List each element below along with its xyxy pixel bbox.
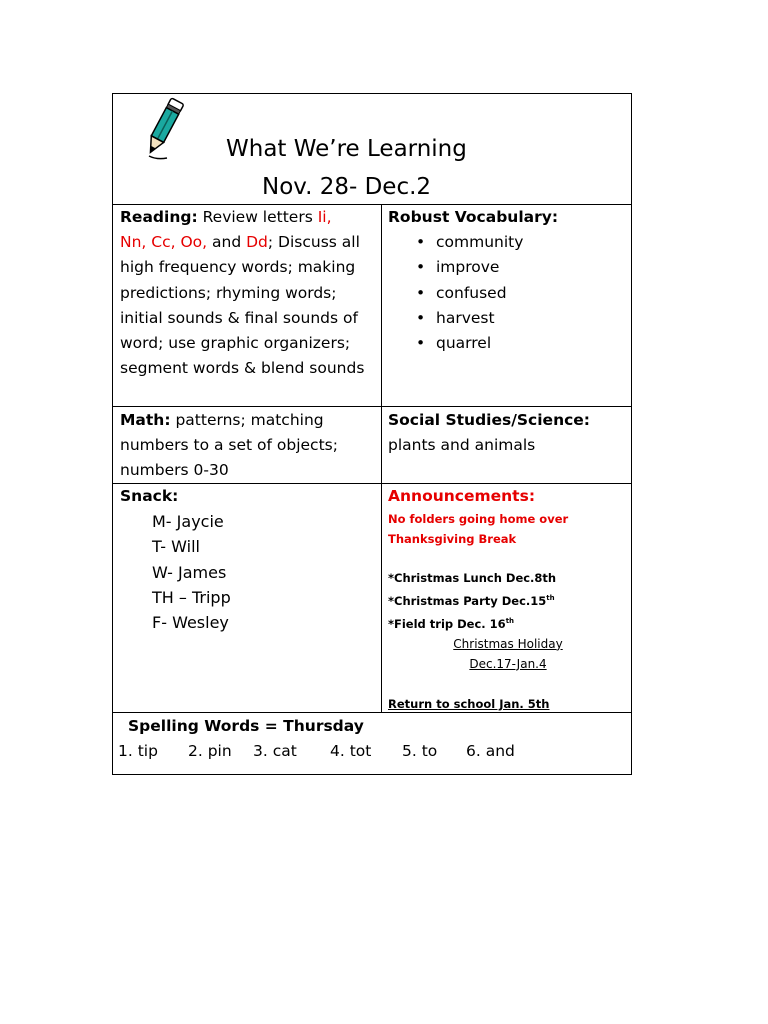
vocabulary-list: [388, 230, 628, 356]
vocabulary-word: quarrel: [436, 334, 492, 353]
date-range: Nov. 28- Dec.2: [262, 174, 432, 200]
bullet-icon: •: [416, 258, 426, 277]
ordinal-suffix: th: [505, 616, 515, 625]
snack-label: Snack:: [120, 487, 179, 505]
spelling-words: [118, 739, 623, 764]
spelling-word: 5. to: [402, 742, 438, 761]
reading-letters-1: Ii,: [317, 208, 332, 226]
bullet-icon: •: [416, 283, 426, 302]
spelling-word: 3. cat: [253, 742, 297, 761]
reading-section: [120, 205, 382, 381]
vocabulary-label: Robust Vocabulary:: [388, 208, 559, 226]
return-date: Return to school Jan. 5th: [388, 696, 550, 711]
pencil-icon: [139, 96, 189, 162]
spelling-section: [118, 714, 623, 764]
bullet-icon: •: [416, 308, 426, 327]
spelling-word: 4. tot: [330, 742, 372, 761]
spelling-word: 1. tip: [118, 742, 158, 761]
ordinal-suffix: th: [546, 594, 555, 602]
snack-day: M- Jaycie: [152, 512, 224, 532]
announcement-item: [388, 588, 628, 611]
announcement-line: No folders going home over: [388, 512, 569, 526]
math-label: Math:: [120, 411, 171, 429]
list-item: [388, 281, 628, 306]
bullet-icon: •: [416, 334, 426, 353]
spelling-word: 2. pin: [188, 742, 232, 761]
holiday-title: Christmas Holiday: [453, 636, 563, 651]
announcements-section: [388, 484, 628, 714]
reading-label: Reading:: [120, 208, 198, 226]
spacer: [388, 674, 628, 694]
holiday-dates: Dec.17-Jan.4: [469, 656, 547, 671]
snack-section: [120, 484, 382, 635]
snack-day: W- James: [152, 562, 227, 582]
spacer: [388, 549, 628, 568]
vocabulary-word: harvest: [436, 308, 495, 327]
announcement-line: Thanksgiving Break: [388, 532, 517, 546]
vocabulary-word: confused: [436, 283, 507, 302]
science-label: Social Studies/Science:: [388, 411, 591, 429]
spelling-word: 6. and: [466, 742, 515, 761]
vocabulary-word: community: [436, 233, 524, 252]
worksheet: [112, 93, 632, 775]
reading-letters-2: Nn, Cc, Oo,: [120, 233, 208, 252]
snack-day: F- Wesley: [152, 613, 229, 633]
reading-text-2: and: [207, 233, 247, 252]
divider-row1: [113, 406, 631, 407]
page-title: What We’re Learning: [226, 136, 467, 162]
vocabulary-section: [388, 205, 628, 356]
science-section: [388, 408, 628, 458]
science-text: plants and animals: [388, 436, 536, 455]
announcement-item-text: *Christmas Party Dec.15: [388, 593, 547, 608]
list-item: [388, 255, 628, 280]
math-text: patterns; matching numbers to a set of objects; numbers 0-30: [120, 411, 338, 480]
announcement-item: *Christmas Lunch Dec.8th: [388, 571, 557, 585]
snack-day: T- Will: [152, 537, 200, 557]
list-item: [388, 331, 628, 356]
announcement-item-text: *Field trip Dec. 16: [388, 616, 506, 631]
list-item: [388, 230, 628, 255]
announcements-label: Announcements:: [388, 487, 536, 505]
snack-day: TH – Tripp: [152, 587, 231, 607]
vocabulary-word: improve: [436, 258, 500, 277]
reading-letters-3: Dd: [246, 233, 268, 252]
announcement-item: [388, 611, 628, 634]
spelling-label: Spelling Words = Thursday: [128, 717, 364, 735]
math-section: [120, 408, 382, 484]
list-item: [388, 306, 628, 331]
reading-text-1: Review letters: [197, 208, 318, 226]
bullet-icon: •: [416, 233, 426, 252]
reading-text-3: ; Discuss all high frequency words; making predictions; rhyming words; initial sounds & final sounds of word; use graphic organizers; segment words & blend sounds: [120, 233, 365, 378]
